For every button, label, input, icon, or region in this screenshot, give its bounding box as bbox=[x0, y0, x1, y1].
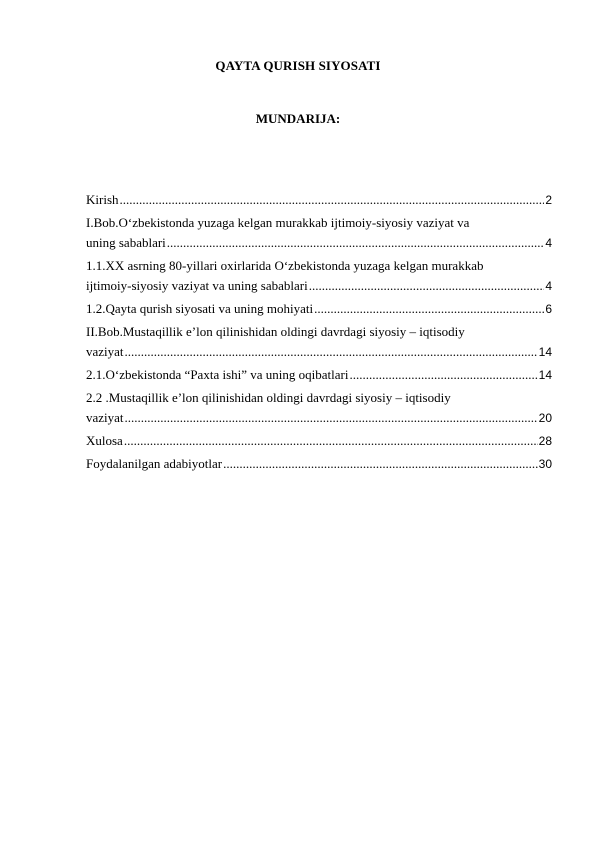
toc-page-number: 6 bbox=[545, 302, 552, 316]
toc-entry-title: ijtimoiy-siyosiy vaziyat va uning sabablari bbox=[86, 278, 308, 293]
toc-entry-title: uning sabablari bbox=[86, 235, 166, 250]
table-of-contents bbox=[86, 190, 552, 477]
toc-page-number: 4 bbox=[545, 279, 552, 293]
toc-page-number: 14 bbox=[538, 345, 552, 359]
toc-entry-chapter-1[interactable] bbox=[86, 213, 552, 253]
dot-leader bbox=[124, 431, 538, 451]
dot-leader bbox=[349, 365, 537, 385]
toc-entry-title-line: 1.1.XX asrning 80-yillari oxirlarida O‘zbekistonda yuzaga kelgan murakkab bbox=[86, 258, 484, 273]
toc-entry-title: Foydalanilgan adabiyotlar bbox=[86, 456, 223, 471]
dot-leader bbox=[167, 233, 545, 253]
dot-leader bbox=[309, 276, 545, 296]
toc-entry-bibliography[interactable] bbox=[86, 454, 552, 474]
toc-entry-title: 1.2.Qayta qurish siyosati va uning mohiyati bbox=[86, 301, 314, 316]
toc-entry-title: vaziyat bbox=[86, 410, 124, 425]
toc-entry-chapter-2[interactable] bbox=[86, 322, 552, 362]
toc-entry-xulosa[interactable] bbox=[86, 431, 552, 451]
toc-page-number: 14 bbox=[538, 368, 552, 382]
toc-heading: MUNDARIJA: bbox=[255, 111, 341, 126]
toc-entry-section-2-1[interactable] bbox=[86, 365, 552, 385]
toc-entry-title: vaziyat bbox=[86, 344, 124, 359]
toc-entry-kirish[interactable] bbox=[86, 190, 552, 210]
dot-leader bbox=[120, 190, 545, 210]
dot-leader bbox=[125, 408, 538, 428]
toc-entry-section-1-2[interactable] bbox=[86, 299, 552, 319]
toc-page-number: 20 bbox=[538, 411, 552, 425]
toc-entry-title: Xulosa bbox=[86, 433, 123, 448]
dot-leader bbox=[314, 299, 544, 319]
toc-entry-section-2-2[interactable] bbox=[86, 388, 552, 428]
dot-leader bbox=[125, 342, 538, 362]
toc-page-number: 30 bbox=[538, 457, 552, 471]
toc-entry-title-line: 2.2 .Mustaqillik e’lon qilinishidan oldingi davrdagi siyosiy – iqtisodiy bbox=[86, 390, 451, 405]
dot-leader bbox=[223, 454, 538, 474]
toc-page-number: 2 bbox=[545, 193, 552, 207]
toc-page-number: 4 bbox=[545, 236, 552, 250]
toc-entry-title: Kirish bbox=[86, 192, 119, 207]
toc-page-number: 28 bbox=[538, 434, 552, 448]
toc-entry-title-line: II.Bob.Mustaqillik e’lon qilinishidan oldingi davrdagi siyosiy – iqtisodiy bbox=[86, 324, 465, 339]
toc-entry-section-1-1[interactable] bbox=[86, 256, 552, 296]
toc-entry-title: 2.1.O‘zbekistonda “Paxta ishi” va uning oqibatlari bbox=[86, 367, 349, 382]
toc-entry-title-line: I.Bob.O‘zbekistonda yuzaga kelgan murakkab ijtimoiy-siyosiy vaziyat va bbox=[86, 215, 470, 230]
document-title: QAYTA QURISH SIYOSATI bbox=[215, 58, 381, 73]
